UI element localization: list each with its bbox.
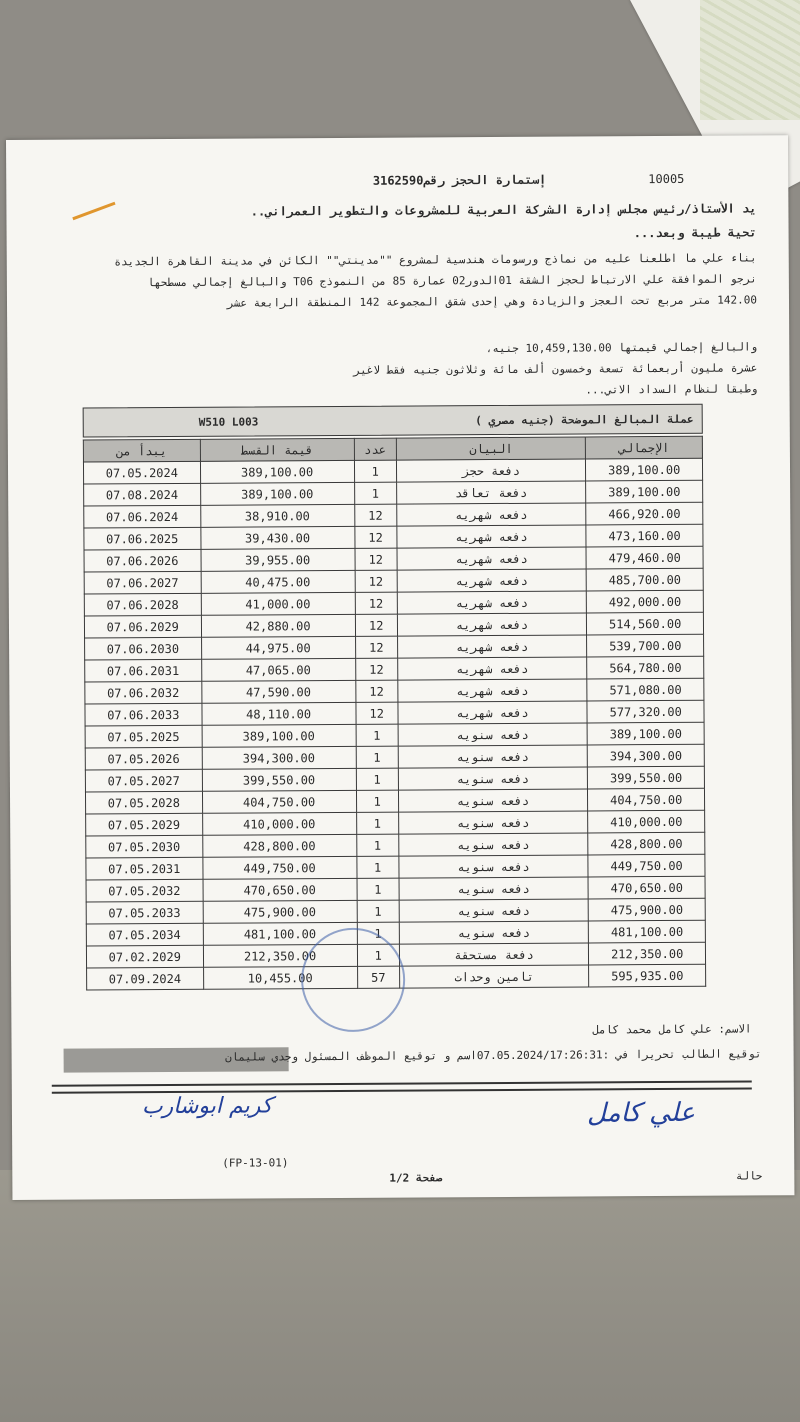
row-count: 1 (356, 856, 398, 878)
row-count: 1 (356, 768, 398, 790)
handwritten-signature-right: علي كامل (586, 1097, 696, 1129)
row-description: دفعه شهريه (397, 591, 587, 614)
currency-note: عملة المبالغ الموضحة (جنيه مصري ) (475, 412, 694, 428)
row-start-date: 07.08.2024 (84, 483, 201, 506)
row-start-date: 07.06.2031 (85, 659, 202, 682)
row-start-date: 07.05.2032 (86, 879, 203, 902)
row-total: 571,080.00 (587, 678, 704, 701)
addressee-line: يد الأستاذ/رئيس مجلس إدارة الشركة العربية للمشروعات والتطوير العمراني.. (250, 201, 757, 219)
status-label: حالة (735, 1169, 763, 1183)
row-count: 12 (355, 636, 397, 658)
row-count: 1 (354, 482, 396, 504)
row-start-date: 07.06.2029 (84, 615, 201, 638)
row-count: 12 (354, 504, 396, 526)
row-description: دفعه سنويه (398, 811, 588, 834)
row-description: دفعه سنويه (399, 899, 589, 922)
total-amount-words: عشرة مليون أربعمائة تسعة وخمسون ألف مائة وثلاثون جنيه فقط لاغير (353, 361, 758, 377)
form-code-number: 10005 (648, 171, 685, 187)
row-total: 404,750.00 (588, 788, 705, 811)
row-total: 479,460.00 (586, 546, 703, 569)
row-installment: 399,550.00 (202, 768, 356, 791)
table-title-bar (83, 404, 703, 438)
row-description: دفعه سنويه (399, 833, 589, 856)
row-installment: 42,880.00 (201, 614, 355, 637)
row-start-date: 07.05.2024 (83, 461, 200, 484)
row-count: 1 (356, 746, 398, 768)
col-total: الإجمالي (586, 436, 703, 459)
row-description: دفعه سنويه (399, 877, 589, 900)
row-total: 399,550.00 (588, 766, 705, 789)
row-installment: 48,110.00 (202, 702, 356, 725)
row-installment: 38,910.00 (200, 504, 354, 527)
row-total: 394,300.00 (588, 744, 705, 767)
row-installment: 39,430.00 (200, 526, 354, 549)
signature-line: توقيع الطالب تحريرا في :07.05.2024/17:26:31اسم و توقيع الموظف المسئول وجدي سليمان (225, 1047, 762, 1064)
row-start-date: 07.06.2033 (85, 703, 202, 726)
row-start-date: 07.05.2030 (86, 835, 203, 858)
row-count: 1 (356, 790, 398, 812)
form-title: إستمارة الحجز رقم3162590 (372, 172, 547, 188)
row-total: 389,100.00 (586, 480, 703, 503)
payment-system-line: وطبقا لنظام السداد الاتي... (585, 382, 758, 397)
row-total: 428,800.00 (588, 832, 705, 855)
row-count: 12 (355, 680, 397, 702)
row-installment: 212,350.00 (203, 944, 357, 967)
row-start-date: 07.06.2028 (84, 593, 201, 616)
total-amount-line: والبالغ إجمالي قيمتها 10,459,130.00 جنيه، (485, 340, 758, 356)
intro-paragraph-line-1: بناء علي ما اطلعنا عليه من نماذج ورسومات هندسية لمشروع ""مدينتي"" الكائن في مدينة القاهرة الجديدة (114, 251, 757, 269)
row-total: 595,935.00 (589, 964, 706, 987)
row-count: 12 (356, 702, 398, 724)
page-number: صفحة 1/2 (389, 1171, 443, 1185)
row-installment: 410,000.00 (202, 812, 356, 835)
row-installment: 404,750.00 (202, 790, 356, 813)
row-count: 12 (355, 548, 397, 570)
row-count: 1 (356, 724, 398, 746)
row-installment: 41,000.00 (201, 592, 355, 615)
row-description: دفعه سنويه (398, 745, 588, 768)
intro-paragraph-line-2: نرجو الموافقة علي الارتباط لحجز الشقة 01الدور02 عمارة 85 من النموذج T06 والبالغ إجمالي مسطحها (147, 272, 757, 290)
row-description: دفعه شهريه (397, 547, 587, 570)
divider-bottom (52, 1087, 752, 1093)
row-count: 1 (357, 922, 399, 944)
row-total: 539,700.00 (587, 634, 704, 657)
row-total: 470,650.00 (588, 876, 705, 899)
row-total: 492,000.00 (587, 590, 704, 613)
row-total: 389,100.00 (587, 722, 704, 745)
row-count: 1 (357, 900, 399, 922)
row-description: دفعه سنويه (398, 723, 588, 746)
row-total: 212,350.00 (589, 942, 706, 965)
row-start-date: 07.05.2027 (85, 769, 202, 792)
row-description: دفعه شهريه (398, 679, 588, 702)
greeting-line: تحية طيبة وبعد... (633, 225, 757, 241)
row-count: 12 (354, 526, 396, 548)
desk-surface (0, 1170, 800, 1422)
row-start-date: 07.06.2026 (84, 549, 201, 572)
row-description: دفعه شهريه (397, 657, 587, 680)
row-count: 1 (356, 834, 398, 856)
row-start-date: 07.06.2027 (84, 571, 201, 594)
row-start-date: 07.05.2031 (86, 857, 203, 880)
row-description: دفعه سنويه (398, 789, 588, 812)
row-description: دفعه شهريه (397, 503, 587, 526)
row-installment: 394,300.00 (202, 746, 356, 769)
row-start-date: 07.05.2025 (85, 725, 202, 748)
applicant-name: الاسم: علي كامل محمد كامل (592, 1022, 752, 1037)
reservation-form (6, 135, 794, 1200)
row-description: دفعه سنويه (398, 767, 588, 790)
row-start-date: 07.05.2028 (85, 791, 202, 814)
row-count: 1 (356, 812, 398, 834)
orange-pen-mark (72, 202, 115, 220)
row-total: 466,920.00 (586, 502, 703, 525)
row-installment: 389,100.00 (200, 482, 354, 505)
col-description: البيان (396, 437, 586, 460)
row-count: 12 (355, 592, 397, 614)
row-start-date: 07.06.2025 (84, 527, 201, 550)
row-description: دفعه سنويه (399, 855, 589, 878)
row-total: 473,160.00 (586, 524, 703, 547)
handwritten-signature-left: كريم ابوشارب (141, 1093, 273, 1120)
company-stamp (301, 928, 406, 1033)
payment-schedule-table (83, 436, 706, 991)
row-total: 481,100.00 (589, 920, 706, 943)
row-installment: 39,955.00 (201, 548, 355, 571)
col-start-date: يبدأ من (83, 439, 200, 462)
form-reference: (FP-13-01) (222, 1156, 289, 1170)
row-start-date: 07.05.2033 (86, 901, 203, 924)
row-start-date: 07.05.2026 (85, 747, 202, 770)
row-description: دفعه شهريه (397, 569, 587, 592)
row-installment: 470,650.00 (203, 878, 357, 901)
row-total: 389,100.00 (586, 458, 703, 481)
row-installment: 389,100.00 (202, 724, 356, 747)
row-installment: 475,900.00 (203, 900, 357, 923)
row-description: دفعه شهريه (397, 525, 587, 548)
row-start-date: 07.06.2024 (84, 505, 201, 528)
col-count: عدد (354, 438, 396, 460)
row-count: 12 (355, 658, 397, 680)
row-installment: 40,475.00 (201, 570, 355, 593)
row-count: 12 (355, 570, 397, 592)
row-total: 514,560.00 (587, 612, 704, 635)
row-installment: 428,800.00 (202, 834, 356, 857)
row-description: دفعه شهريه (397, 635, 587, 658)
row-total: 564,780.00 (587, 656, 704, 679)
row-total: 410,000.00 (588, 810, 705, 833)
row-start-date: 07.02.2029 (86, 945, 203, 968)
row-description: دفعة حجز (396, 459, 586, 482)
row-installment: 481,100.00 (203, 922, 357, 945)
unit-codes: W510 L003 (198, 415, 259, 429)
intro-paragraph-line-3: 142.00 متر مربع تحت العجز والزيادة وهي إحدى شقق المجموعة 142 المنطقة الرابعة عشر (227, 293, 758, 310)
row-installment: 389,100.00 (200, 460, 354, 483)
row-start-date: 07.06.2030 (85, 637, 202, 660)
row-description: دفعه شهريه (397, 613, 587, 636)
row-description: دفعه شهريه (398, 701, 588, 724)
row-count: 1 (357, 944, 399, 966)
row-count: 1 (354, 460, 396, 482)
row-start-date: 07.05.2029 (86, 813, 203, 836)
row-start-date: 07.09.2024 (87, 967, 204, 990)
row-description: تامين وحدات (399, 965, 589, 988)
row-total: 475,900.00 (589, 898, 706, 921)
map-fragment (700, 0, 800, 120)
row-count: 1 (357, 878, 399, 900)
row-count: 57 (357, 966, 399, 988)
row-total: 577,320.00 (587, 700, 704, 723)
row-total: 485,700.00 (587, 568, 704, 591)
row-installment: 47,590.00 (201, 680, 355, 703)
row-start-date: 07.05.2034 (86, 923, 203, 946)
col-installment: قيمة القسط (200, 438, 354, 461)
row-total: 449,750.00 (588, 854, 705, 877)
row-description: دفعة تعاقد (396, 481, 586, 504)
row-installment: 449,750.00 (202, 856, 356, 879)
row-start-date: 07.06.2032 (85, 681, 202, 704)
row-installment: 44,975.00 (201, 636, 355, 659)
row-description: دفعة مستحقة (399, 943, 589, 966)
row-installment: 10,455.00 (203, 966, 357, 989)
row-description: دفعه سنويه (399, 921, 589, 944)
row-installment: 47,065.00 (201, 658, 355, 681)
row-count: 12 (355, 614, 397, 636)
divider-top (52, 1080, 752, 1086)
